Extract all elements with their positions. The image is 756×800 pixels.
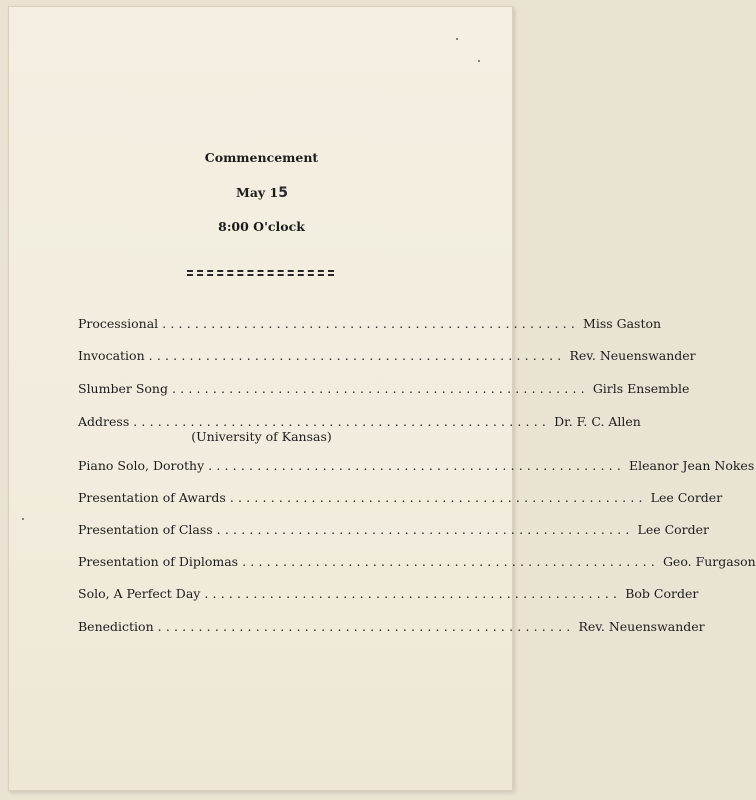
dot-leader: ...................................................	[148, 348, 566, 363]
program-performer: Eleanor Jean Nokes	[629, 458, 755, 473]
dot-leader: ...................................................	[171, 381, 589, 396]
program-item: Processional	[78, 316, 159, 331]
program-item: Benediction	[78, 619, 154, 634]
program-row	[78, 522, 710, 537]
dot-leader: ...................................................	[216, 522, 634, 537]
program-item: Solo, A Perfect Day	[78, 586, 201, 601]
date-printed: May 1	[236, 185, 279, 200]
program-row	[78, 586, 699, 601]
program-performer: Girls Ensemble	[592, 381, 690, 396]
program-item: Presentation of Diplomas	[78, 554, 239, 569]
address-affiliation: (University of Kansas)	[191, 429, 332, 444]
program-performer: Rev. Neuenswander	[578, 619, 705, 634]
program-performer: Miss Gaston	[583, 316, 662, 331]
date-handwritten-digit: 5	[278, 185, 287, 201]
program-row	[78, 316, 662, 331]
program-performer: Rev. Neuenswander	[569, 348, 696, 363]
program-item: Invocation	[78, 348, 145, 363]
program-performer: Geo. Furgason	[662, 554, 756, 569]
dot-leader: ...................................................	[157, 619, 575, 634]
dot-leader: ...................................................	[229, 490, 647, 505]
program-row	[78, 381, 690, 396]
program-row	[78, 619, 705, 634]
dot-leader: ...................................................	[242, 554, 659, 569]
program-performer: Lee Corder	[650, 490, 723, 505]
program-row	[78, 554, 756, 569]
program-performer: Dr. F. C. Allen	[554, 414, 641, 429]
program-performer: Lee Corder	[637, 522, 710, 537]
program-item: Presentation of Awards	[78, 490, 226, 505]
program-row	[78, 348, 696, 363]
program-time: 8:00 O'clock	[218, 219, 305, 234]
program-item: Slumber Song	[78, 381, 168, 396]
program-performer: Bob Corder	[625, 586, 699, 601]
program-title: Commencement	[204, 150, 319, 165]
dot-leader: ...................................................	[162, 316, 580, 331]
program-row	[78, 458, 755, 473]
dot-leader: ...................................................	[133, 414, 551, 429]
program-row	[78, 414, 641, 429]
program-item: Presentation of Class	[78, 522, 213, 537]
dot-leader: ...................................................	[208, 458, 625, 473]
dot-leader: ...................................................	[204, 586, 622, 601]
program-item: Piano Solo, Dorothy	[78, 458, 205, 473]
program-item: Address	[78, 414, 130, 429]
program-row	[78, 490, 723, 505]
